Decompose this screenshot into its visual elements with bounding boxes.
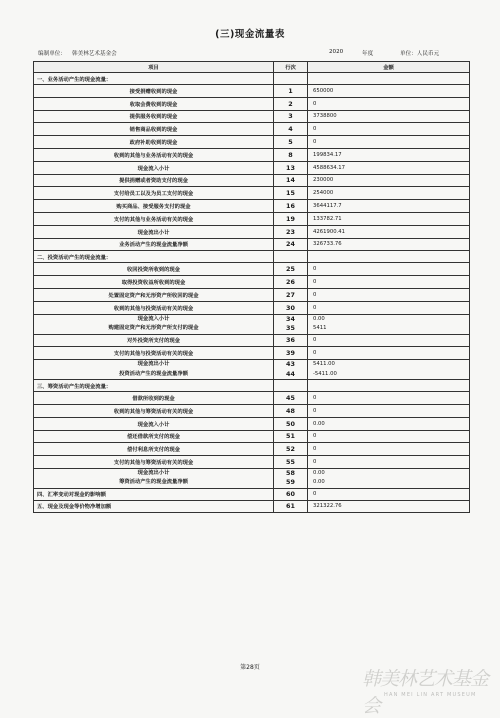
line-number-cell: 14 [274,174,308,187]
table-row [34,263,470,276]
line-number-cell: 30 [274,301,308,314]
line-number-cell: 15 [274,187,308,200]
amount-cell [308,73,470,85]
item-label-cell: 接受捐赠收到的现金 [34,85,274,98]
line-number-cell: 2 [274,97,308,110]
section-row [34,251,470,263]
item-label-cell: 收到的其他与投资活动有关的现金 [34,301,274,314]
museum-watermark [362,664,496,717]
amount-cell: 0.00 [308,417,470,430]
item-label: 现金流出小计 [137,361,170,368]
item-label-cell [34,360,274,380]
amount-cell [308,314,470,334]
line-number: 58 [286,468,295,477]
line-number-cell: 1 [274,85,308,98]
item-label-cell: 销售商品收到的现金 [34,123,274,136]
item-label: 投资活动产生的现金流量净额 [119,370,188,377]
item-label: 现金流入小计 [137,315,170,322]
amount-cell: 0 [308,404,470,417]
item-label-cell: 业务活动产生的现金流量净额 [34,238,274,251]
amount-cell: 133782.71 [308,212,470,225]
column-header-line-no: 行次 [274,62,308,73]
item-label-cell: 支付的其他与投资活动有关的现金 [34,347,274,360]
table-row [34,97,470,110]
line-number-cell [274,380,308,392]
table-row [34,404,470,417]
table-body [34,73,470,513]
line-number-cell: 27 [274,288,308,301]
line-number: 44 [286,369,295,378]
line-number-cell: 50 [274,417,308,430]
line-number: 35 [286,324,295,333]
item-label-cell: 收取会费收到的现金 [34,97,274,110]
amount: 5411 [313,325,327,332]
item-label-cell: 处置固定资产和无形资产所收回的现金 [34,288,274,301]
amount-cell: 0 [308,392,470,405]
amount-cell: 199834.17 [308,148,470,161]
item-label-cell: 购买商品、接受服务支付的现金 [34,200,274,213]
line-number-cell: 24 [274,238,308,251]
amount-cell [308,380,470,392]
line-number-cell: 51 [274,430,308,443]
item-label-cell [34,468,274,488]
compiler-name: 韩美林艺术基金会 [72,51,117,57]
amount-cell: 230000 [308,174,470,187]
table-header-row [34,62,470,73]
item-label-cell: 现金流入小计 [34,161,274,174]
line-number-cell [274,468,308,488]
item-label: 筹资活动产生的现金流量净额 [119,479,188,486]
amount-cell [308,468,470,488]
item-label-cell: 一、业务活动产生的现金流量： [34,73,274,85]
line-number-cell: 16 [274,200,308,213]
table-row [34,123,470,136]
table-row [34,314,470,334]
line-number-cell: 55 [274,456,308,469]
amount-cell [308,360,470,380]
item-label-cell: 收回投资所收到的现金 [34,263,274,276]
amount: 0.00 [313,315,325,322]
item-label-cell: 四、汇率变动对现金的影响额 [34,488,274,500]
table-row [34,430,470,443]
item-label-cell: 提供捐赠或者资助支付的现金 [34,174,274,187]
table-row [34,360,470,380]
amount-cell: 0 [308,347,470,360]
amount-cell: 3738800 [308,110,470,123]
line-number-cell [274,251,308,263]
amount-cell: 0 [308,443,470,456]
amount-cell: 254000 [308,187,470,200]
amount-cell: 0 [308,136,470,149]
table-row [34,276,470,289]
amount-cell: 321322.76 [308,500,470,512]
page-number: 第28页 [240,664,260,671]
table-row [34,288,470,301]
item-label-cell: 支付给员工以及为员工支付的现金 [34,187,274,200]
line-number-cell: 25 [274,263,308,276]
line-number: 59 [286,478,295,487]
watermark-cjk-text: 韩美林艺术基金会 [362,668,489,717]
item-label-cell: 五、现金及现金等价物净增加额 [34,500,274,512]
item-label-cell: 支付的其他与筹资活动有关的现金 [34,456,274,469]
line-number-cell: 45 [274,392,308,405]
item-label-cell: 现金流出小计 [34,225,274,238]
column-header-item: 项目 [34,62,274,73]
line-number-cell: 4 [274,123,308,136]
table-row [34,110,470,123]
item-label-cell: 支付的其他与业务活动有关的现金 [34,212,274,225]
table-row [34,200,470,213]
section-row [34,380,470,392]
amount: 5411.00 [313,361,335,368]
table-row [34,456,470,469]
amount-cell: 0 [308,97,470,110]
table-row [34,301,470,314]
report-year: 2020 [329,49,344,55]
amount-cell: 0 [308,488,470,500]
section-row [34,500,470,512]
table-row [34,225,470,238]
amount-cell: 0 [308,123,470,136]
table-row [34,238,470,251]
line-number-cell [274,73,308,85]
line-number-cell: 26 [274,276,308,289]
item-label-cell [34,314,274,334]
item-label-cell: 收到的其他与筹资活动有关的现金 [34,404,274,417]
currency-unit: 单位：人民币元 [400,51,440,57]
amount-cell: 0 [308,456,470,469]
section-row [34,73,470,85]
amount-cell: 0 [308,430,470,443]
amount: 0.00 [313,479,325,486]
line-number-cell: 39 [274,347,308,360]
item-label: 现金流出小计 [137,469,170,476]
amount-cell: 4588634.17 [308,161,470,174]
line-number: 34 [286,314,295,323]
table-row [34,392,470,405]
table-row [34,468,470,488]
line-number: 43 [286,360,295,369]
line-number-cell: 60 [274,488,308,500]
table-row [34,187,470,200]
item-label: 购建固定资产和无形资产所支付的现金 [108,325,199,332]
page-title: (三)现金流量表 [215,29,285,40]
section-row [34,488,470,500]
table-row [34,136,470,149]
amount-cell: 0 [308,334,470,347]
item-label-cell: 提供服务收到的现金 [34,110,274,123]
line-number-cell: 36 [274,334,308,347]
line-number-cell: 5 [274,136,308,149]
amount-cell: 0 [308,276,470,289]
item-label-cell: 借款所收到的现金 [34,392,274,405]
item-label-cell: 现金流入小计 [34,417,274,430]
amount-cell: 4261900.41 [308,225,470,238]
table-row [34,174,470,187]
amount: 0.00 [313,469,325,476]
line-number-cell [274,360,308,380]
item-label-cell: 偿还借款所支付的现金 [34,430,274,443]
item-label-cell: 偿付利息所支付的现金 [34,443,274,456]
amount-cell [308,251,470,263]
line-number-cell [274,314,308,334]
table-row [34,85,470,98]
item-label-cell: 三、筹资活动产生的现金流量： [34,380,274,392]
item-label-cell: 收到的其他与业务活动有关的现金 [34,148,274,161]
table-row [34,212,470,225]
amount-cell: 0 [308,301,470,314]
line-number-cell: 3 [274,110,308,123]
line-number-cell: 19 [274,212,308,225]
line-number-cell: 52 [274,443,308,456]
column-header-amount: 金额 [308,62,470,73]
line-number-cell: 8 [274,148,308,161]
table-row [34,417,470,430]
item-label-cell: 对外投资所支付的现金 [34,334,274,347]
amount-cell: 0 [308,288,470,301]
amount-cell: 650000 [308,85,470,98]
line-number-cell: 48 [274,404,308,417]
item-label-cell: 取得投资收益所收到的现金 [34,276,274,289]
table-row [34,334,470,347]
table-row [34,347,470,360]
amount-cell: 326733.76 [308,238,470,251]
line-number-cell: 61 [274,500,308,512]
amount: -5411.00 [313,370,337,377]
line-number-cell: 13 [274,161,308,174]
watermark-en-text: HAN MEI LIN ART MUSEUM [384,692,477,698]
compiler-label: 编制单位： [38,51,66,57]
item-label-cell: 二、投资活动产生的现金流量： [34,251,274,263]
table-row [34,161,470,174]
year-label: 年度 [362,51,374,57]
amount-cell: 0 [308,263,470,276]
item-label-cell: 政府补助收到的现金 [34,136,274,149]
cash-flow-table [33,61,470,513]
amount-cell: 3644117.7 [308,200,470,213]
line-number-cell: 23 [274,225,308,238]
table-row [34,443,470,456]
table-row [34,148,470,161]
